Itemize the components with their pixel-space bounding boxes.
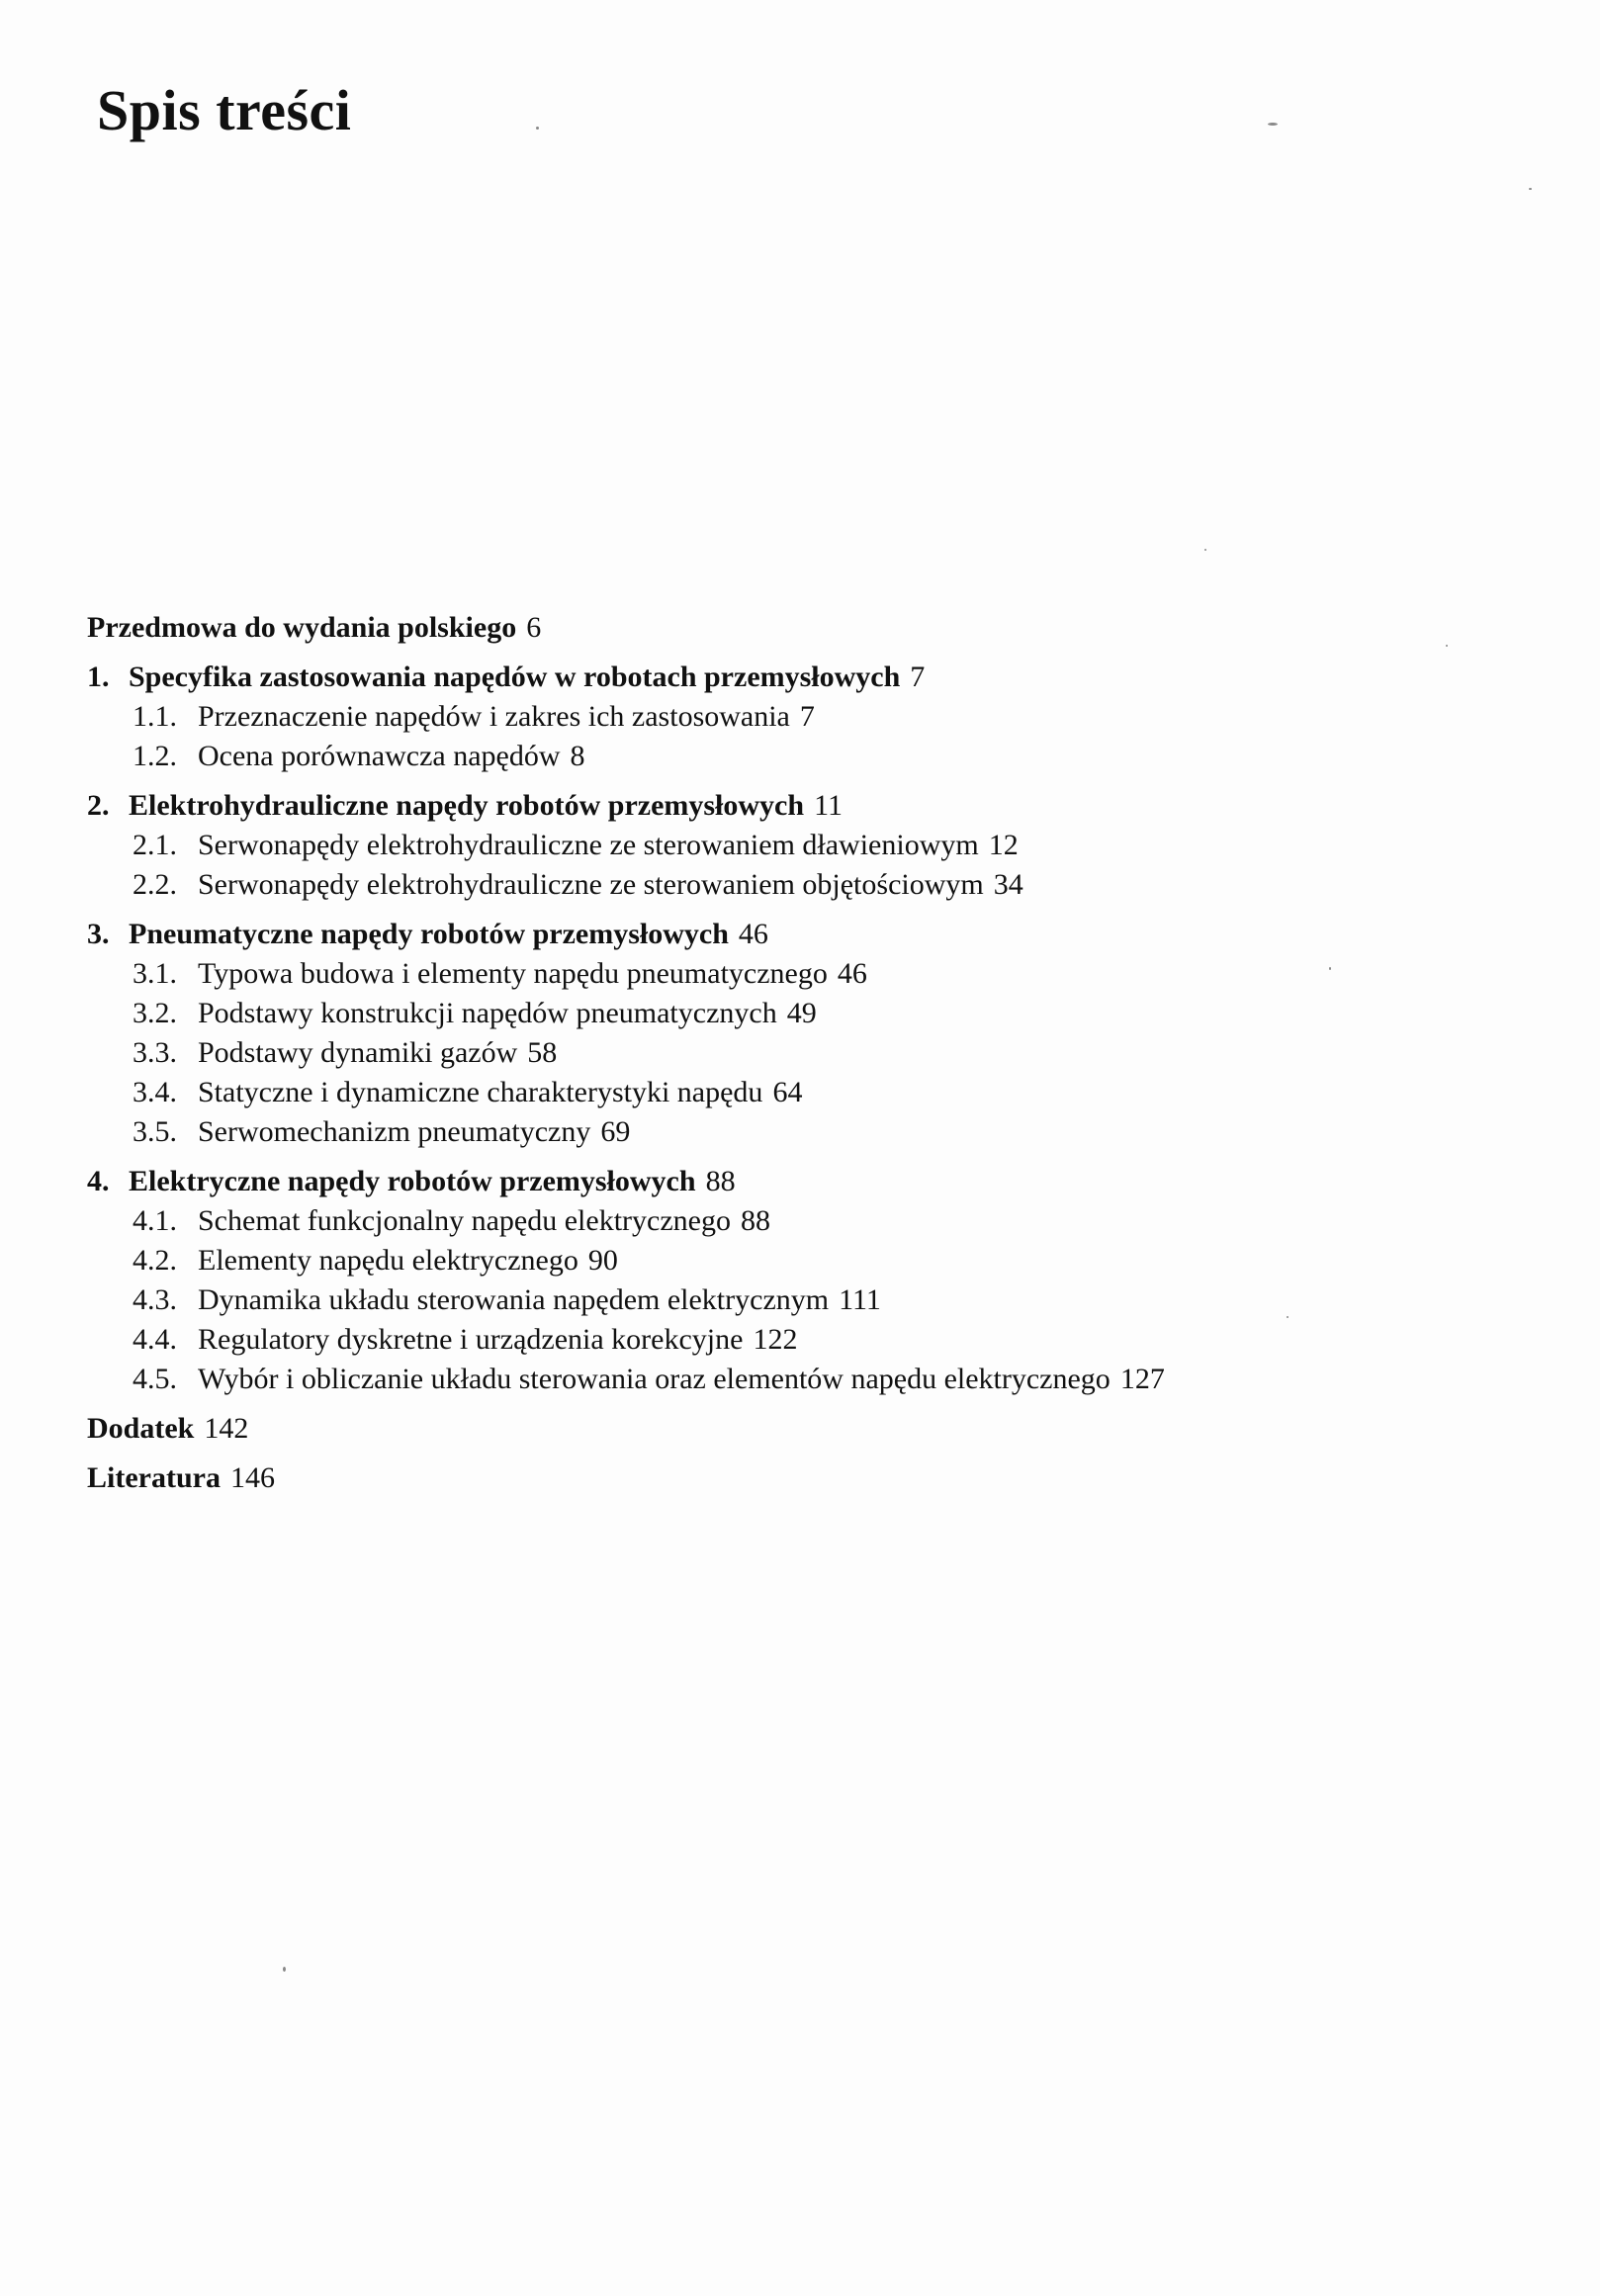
toc-section-title: Statyczne i dynamiczne charakterystyki napędu xyxy=(198,1076,763,1108)
toc-section-title: Schemat funkcjonalny napędu elektrycznego xyxy=(198,1204,731,1237)
toc-section-4-5 xyxy=(87,1360,1323,1399)
toc-group-appendix xyxy=(87,1409,1323,1449)
scan-speck xyxy=(536,127,539,130)
toc-page-number: 69 xyxy=(600,1115,631,1148)
toc-section-number: 4.3. xyxy=(133,1283,177,1316)
toc-entry-literature xyxy=(87,1458,1323,1498)
toc-page-number: 88 xyxy=(740,1204,770,1237)
toc-section-1-2 xyxy=(87,737,1323,776)
toc-section-4-4 xyxy=(87,1320,1323,1360)
toc-group-chapter-2 xyxy=(87,786,1323,905)
toc-section-number: 3.2. xyxy=(133,997,177,1029)
toc-page-number: 7 xyxy=(799,700,815,733)
toc-page-number: 88 xyxy=(705,1165,736,1197)
toc-page-number: 111 xyxy=(839,1283,881,1316)
toc-page-number: 7 xyxy=(910,661,926,693)
toc-page-number: 122 xyxy=(753,1323,798,1356)
toc-section-4-3 xyxy=(87,1280,1323,1320)
toc-section-4-2 xyxy=(87,1241,1323,1280)
toc-page-number: 34 xyxy=(993,868,1023,901)
toc-section-3-5 xyxy=(87,1112,1323,1152)
toc-entry-text: Literatura xyxy=(87,1461,221,1494)
toc-chapter-number: 2. xyxy=(87,789,110,822)
toc-group-preface xyxy=(87,608,1323,648)
toc-group-chapter-4 xyxy=(87,1162,1323,1399)
toc-chapter-title: Specyfika zastosowania napędów w robotach przemysłowych xyxy=(129,661,901,693)
scan-speck xyxy=(1268,123,1278,126)
page-title: Spis treści xyxy=(97,78,352,142)
toc-section-number: 4.2. xyxy=(133,1244,177,1277)
toc-group-literature xyxy=(87,1458,1323,1498)
toc-page-number: 64 xyxy=(772,1076,803,1108)
toc-page-number: 127 xyxy=(1119,1363,1165,1395)
toc-section-number: 4.1. xyxy=(133,1204,177,1237)
toc-section-title: Podstawy konstrukcji napędów pneumatycznych xyxy=(198,997,777,1029)
toc-section-title: Przeznaczenie napędów i zakres ich zastosowania xyxy=(198,700,790,733)
toc-chapter-number: 3. xyxy=(87,918,110,950)
toc-section-2-1 xyxy=(87,826,1323,865)
toc-section-number: 2.2. xyxy=(133,868,177,901)
toc-section-number: 3.3. xyxy=(133,1036,177,1069)
scan-speck xyxy=(1329,967,1331,970)
toc-page-number: 8 xyxy=(570,740,585,772)
toc-section-title: Serwomechanizm pneumatyczny xyxy=(198,1115,591,1148)
toc-section-number: 2.1. xyxy=(133,829,177,861)
toc-chapter-number: 4. xyxy=(87,1165,110,1197)
toc-section-number: 3.4. xyxy=(133,1076,177,1108)
toc-section-number: 3.1. xyxy=(133,957,177,990)
toc-section-title: Typowa budowa i elementy napędu pneumatycznego xyxy=(198,957,828,990)
toc-chapter-4 xyxy=(87,1162,1323,1201)
toc-chapter-title: Pneumatyczne napędy robotów przemysłowych xyxy=(129,918,729,950)
toc-group-chapter-3 xyxy=(87,915,1323,1152)
toc-section-number: 4.4. xyxy=(133,1323,177,1356)
toc-page-number: 146 xyxy=(229,1461,275,1494)
toc-page-number: 90 xyxy=(587,1244,618,1277)
toc-section-title: Elementy napędu elektrycznego xyxy=(198,1244,578,1277)
toc-section-number: 1.2. xyxy=(133,740,177,772)
toc-page-number: 11 xyxy=(814,789,843,822)
toc-entry-text: Dodatek xyxy=(87,1412,195,1445)
toc-section-number: 3.5. xyxy=(133,1115,177,1148)
toc-page-number: 49 xyxy=(786,997,817,1029)
toc-section-title: Podstawy dynamiki gazów xyxy=(198,1036,518,1069)
toc-section-title: Serwonapędy elektrohydrauliczne ze sterowaniem objętościowym xyxy=(198,868,984,901)
toc-page-number: 6 xyxy=(526,611,542,644)
toc-section-3-3 xyxy=(87,1033,1323,1073)
scan-speck xyxy=(283,1967,286,1972)
toc-chapter-title: Elektrohydrauliczne napędy robotów przemysłowych xyxy=(129,789,805,822)
scan-speck xyxy=(1204,549,1206,551)
toc-chapter-3 xyxy=(87,915,1323,954)
toc-section-3-2 xyxy=(87,994,1323,1033)
toc-entry-text: Przedmowa do wydania polskiego xyxy=(87,611,517,644)
toc-entry-preface xyxy=(87,608,1323,648)
toc-section-3-1 xyxy=(87,954,1323,994)
toc-section-title: Regulatory dyskretne i urządzenia korekcyjne xyxy=(198,1323,744,1356)
toc-section-4-1 xyxy=(87,1201,1323,1241)
toc-section-number: 1.1. xyxy=(133,700,177,733)
toc-page-number: 46 xyxy=(738,918,768,950)
scan-speck xyxy=(1446,645,1448,647)
toc-section-title: Dynamika układu sterowania napędem elektrycznym xyxy=(198,1283,830,1316)
toc-section-2-2 xyxy=(87,865,1323,905)
toc-chapter-title: Elektryczne napędy robotów przemysłowych xyxy=(129,1165,696,1197)
toc-page-number: 46 xyxy=(837,957,867,990)
scan-speck xyxy=(1529,188,1532,190)
toc-section-title: Ocena porównawcza napędów xyxy=(198,740,561,772)
scan-speck xyxy=(1287,1316,1289,1318)
toc-chapter-1 xyxy=(87,658,1323,697)
toc-section-title: Serwonapędy elektrohydrauliczne ze sterowaniem dławieniowym xyxy=(198,829,979,861)
toc-section-title: Wybór i obliczanie układu sterowania oraz elementów napędu elektrycznego xyxy=(198,1363,1111,1395)
toc-section-1-1 xyxy=(87,697,1323,737)
toc-page-number: 58 xyxy=(527,1036,558,1069)
toc-group-chapter-1 xyxy=(87,658,1323,776)
toc-chapter-2 xyxy=(87,786,1323,826)
toc-page-number: 142 xyxy=(204,1412,249,1445)
toc-chapter-number: 1. xyxy=(87,661,110,693)
table-of-contents xyxy=(87,608,1323,1498)
toc-page-number: 12 xyxy=(988,829,1019,861)
toc-entry-appendix xyxy=(87,1409,1323,1449)
toc-section-number: 4.5. xyxy=(133,1363,177,1395)
toc-section-3-4 xyxy=(87,1073,1323,1112)
